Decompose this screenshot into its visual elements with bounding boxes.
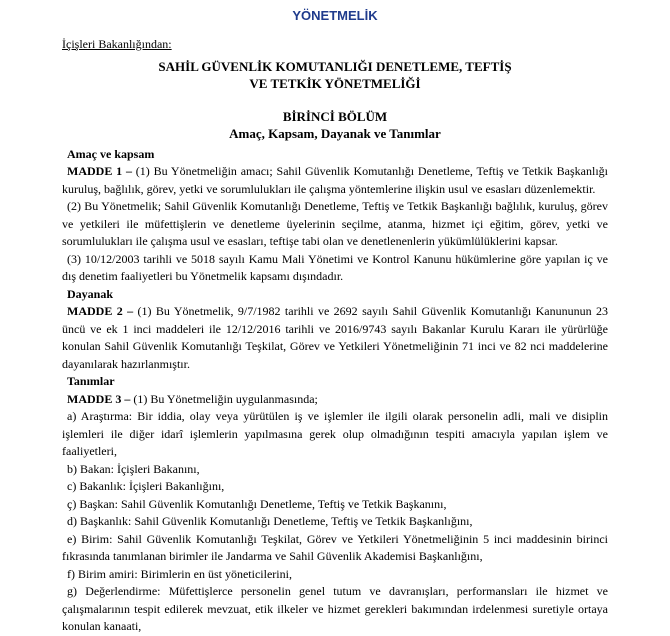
definition-item: d) Başkanlık: Sahil Güvenlik Komutanlığı Denetleme, Teftiş ve Tetkik Başkanlığını, — [67, 514, 473, 528]
article-2-paragraph-1 — [62, 303, 608, 373]
definition-item: f) Birim amiri: Birimlerin en üst yöneticilerini, — [67, 566, 292, 581]
definition-item: ç) Başkan: Sahil Güvenlik Komutanlığı Denetleme, Teftiş ve Tetkik Başkanını, — [67, 496, 447, 511]
document-body — [0, 36, 670, 636]
regulation-title-line-2: VE TETKİK YÖNETMELİĞİ — [249, 75, 421, 91]
article-2-label: MADDE 2 – — [67, 304, 134, 318]
issuing-authority: İçişleri Bakanlığından: — [62, 37, 172, 51]
definition-item: g) Değerlendirme: Müfettişlerce personelin genel tutum ve davranışları, performansları ile hizmet ve çalışmalarının tespit edilerek mevzuat, etik ilkeler ve hizmet gerekleri bakımından irdelenmesi suretiyle ortaya konulan kanaati, — [62, 584, 608, 633]
article-1-label: MADDE 1 – — [67, 164, 132, 178]
definition-item: c) Bakanlık: İçişleri Bakanlığını, — [67, 479, 225, 493]
article-1-paragraph-2: (2) Bu Yönetmelik; Sahil Güvenlik Komutanlığı Denetleme, Teftiş ve Tetkik Başkanlığı bağlılık, kuruluş, görev ve yetkileri ile müfettişlerin ve denetleme üyelerinin seçilme, atanma, hizmet içi eğitim, görev, yetki ve sorumlulukları ile çalışma usul ve esasları, teftişe tabi olan ve denetlenenlerin yükümlülüklerini kapsar. — [62, 199, 608, 248]
chapter-heading — [62, 108, 608, 142]
definition-item: a) Araştırma: Bir iddia, olay veya yürütülen iş ve işlemler ile ilgili olarak personelin adli, mali ve disiplin işlemleri ile diğer idarî işlemlerin yapılmasına gerek olup olmadığının tespiti amacıyla yapılan işlem ve faaliyetleri, — [62, 409, 608, 458]
basis-heading: Dayanak — [67, 286, 114, 301]
regulation-title — [62, 58, 608, 92]
chapter-subtitle: Amaç, Kapsam, Dayanak ve Tanımlar — [229, 125, 441, 141]
article-3-paragraph-1 — [62, 391, 608, 409]
article-1-paragraph-3: (3) 10/12/2003 tarihli ve 5018 sayılı Kamu Mali Yönetimi ve Kontrol Kanunu hükümlerine göre yapılan iç ve dış denetim faaliyetleri bu Yönetmelik kapsamı dışındadır. — [62, 251, 608, 283]
definition-item: e) Birim: Sahil Güvenlik Komutanlığı Teşkilat, Görev ve Yetkileri Yönetmeliğinin 5 inci maddesinin birinci fıkrasında tanımlanan birimler ile Jandarma ve Sahil Güvenlik Akademisi Başkanlığını, — [62, 531, 608, 563]
article-2-text: (1) Bu Yönetmelik, 9/7/1982 tarihli ve 2692 sayılı Sahil Güvenlik Komutanlığı Kanununun 23 üncü ve ek 1 inci maddeleri ile 12/12/2016 tarihli ve 2016/9743 sayılı Bakanlar Kurulu Kararı ile yürürlüğe konulan Sahil Güvenlik Komutanlığı Teşkilat, Görev ve Yetkileri Yönetmeliğinin 71 inci ve 82 nci maddelerine dayanılarak hazırlanmıştır. — [62, 304, 608, 371]
definitions-heading: Tanımlar — [67, 374, 115, 388]
article-1-text: (1) Bu Yönetmeliğin amacı; Sahil Güvenlik Komutanlığı Denetleme, Teftiş ve Tetkik Başkanlığı kuruluş, bağlılık, görev, yetki ve sorumlulukları ile çalışma yöntemlerine ilişkin usul ve esasları düzenlemektir. — [62, 164, 609, 196]
definition-item: b) Bakan: İçişleri Bakanını, — [67, 461, 200, 476]
article-3-text: (1) Bu Yönetmeliğin uygulanmasında; — [130, 391, 318, 406]
purpose-heading: Amaç ve kapsam — [67, 146, 155, 161]
regulation-title-line-1: SAHİL GÜVENLİK KOMUTANLIĞI DENETLEME, TEFTİŞ — [158, 58, 512, 74]
article-3-label: MADDE 3 – — [67, 391, 131, 406]
gazette-section-header: YÖNETMELİK — [292, 8, 378, 23]
chapter-title: BİRİNCİ BÖLÜM — [282, 108, 388, 124]
article-1-paragraph-1 — [62, 163, 608, 198]
